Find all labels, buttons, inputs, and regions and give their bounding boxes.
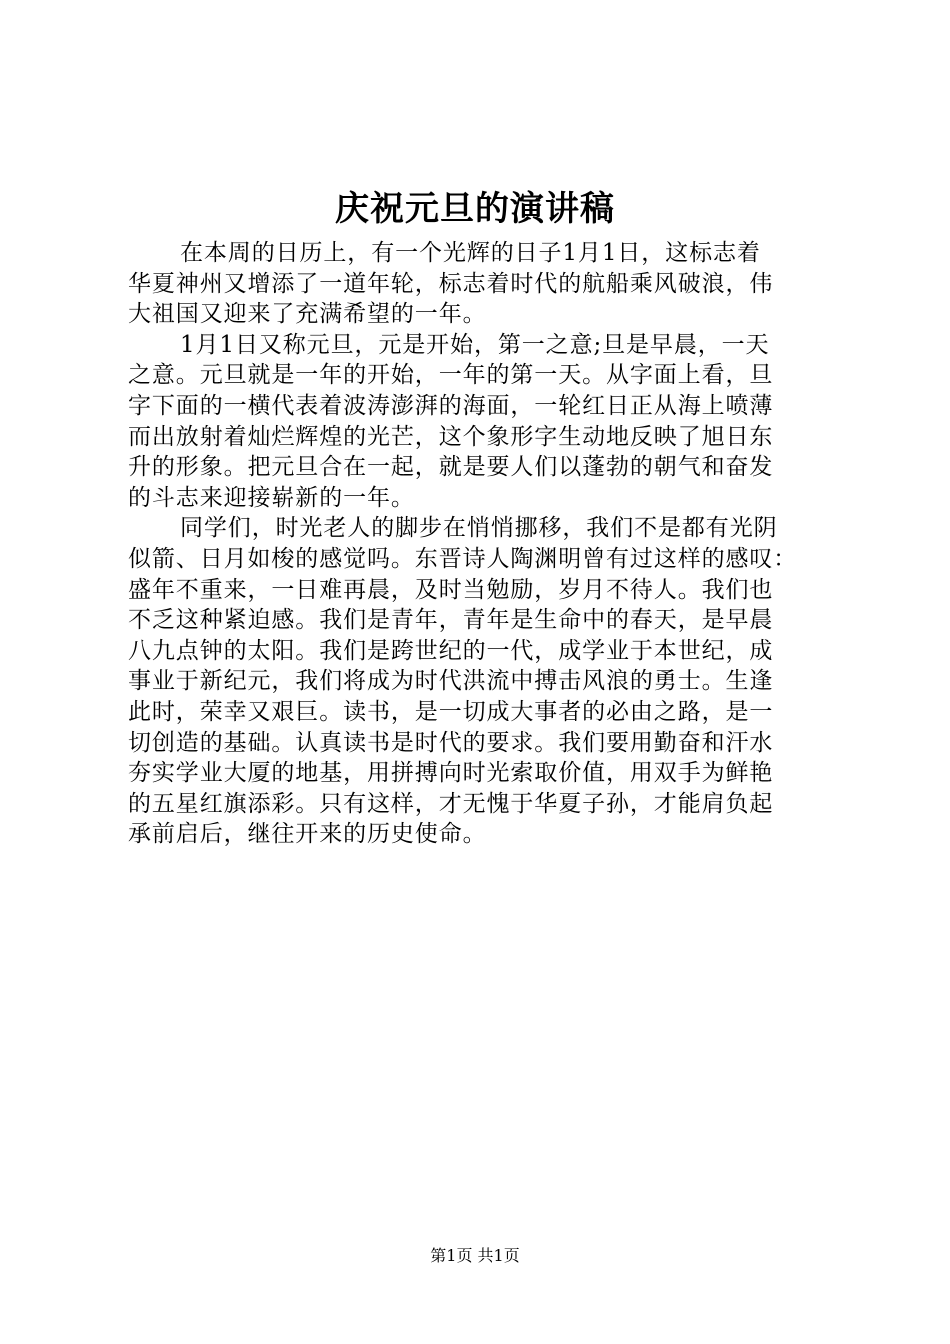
paragraph-line: 之意。元旦就是一年的开始，一年的第一天。从字面上看，旦: [128, 362, 774, 389]
paragraph-line: 华夏神州又增添了一道年轮，标志着时代的航船乘风破浪，伟: [128, 270, 774, 297]
paragraph-line: 的五星红旗添彩。只有这样，才无愧于华夏子孙，才能肩负起: [128, 790, 774, 817]
paragraph-line: 事业于新纪元，我们将成为时代洪流中搏击风浪的勇士。生逢: [128, 668, 774, 695]
page-footer: 第1页 共1页: [430, 1246, 520, 1265]
paragraph-line: 承前启后，继往开来的历史使命。: [128, 821, 487, 848]
paragraph-line: 升的形象。把元旦合在一起，就是要人们以蓬勃的朝气和奋发: [128, 454, 774, 481]
paragraph-line: 夯实学业大厦的地基，用拼搏向时光索取价值，用双手为鲜艳: [128, 760, 774, 787]
paragraph-line: 此时，荣幸又艰巨。读书，是一切成大事者的必由之路，是一: [128, 698, 774, 725]
document-body: [128, 238, 828, 850]
paragraph-line: 不乏这种紧迫感。我们是青年，青年是生命中的春天，是早晨: [128, 607, 774, 634]
paragraph-line: 而出放射着灿烂辉煌的光芒，这个象形字生动地反映了旭日东: [128, 423, 774, 450]
paragraph: [128, 513, 828, 850]
paragraph-line: 同学们，时光老人的脚步在悄悄挪移，我们不是都有光阴: [180, 515, 778, 542]
paragraph-line: 1月1日又称元旦，元是开始，第一之意;旦是早晨，一天: [180, 331, 770, 358]
paragraph-line: 字下面的一横代表着波涛澎湃的海面，一轮红日正从海上喷薄: [128, 392, 774, 419]
paragraph-line: 的斗志来迎接崭新的一年。: [128, 484, 415, 511]
paragraph-line: 在本周的日历上，有一个光辉的日子1月1日，这标志着: [180, 240, 761, 266]
document-title: 庆祝元旦的演讲稿: [335, 189, 615, 229]
paragraph-line: 大祖国又迎来了充满希望的一年。: [128, 301, 487, 328]
paragraph: [128, 330, 828, 514]
paragraph-line: 切创造的基础。认真读书是时代的要求。我们要用勤奋和汗水: [128, 729, 774, 756]
paragraph-line: 八九点钟的太阳。我们是跨世纪的一代，成学业于本世纪，成: [128, 637, 774, 664]
paragraph-line: 似箭、日月如梭的感觉吗。东晋诗人陶渊明曾有过这样的感叹：: [128, 545, 798, 572]
paragraph-line: 盛年不重来，一日难再晨，及时当勉励，岁月不待人。我们也: [128, 576, 774, 603]
paragraph: [128, 238, 828, 330]
